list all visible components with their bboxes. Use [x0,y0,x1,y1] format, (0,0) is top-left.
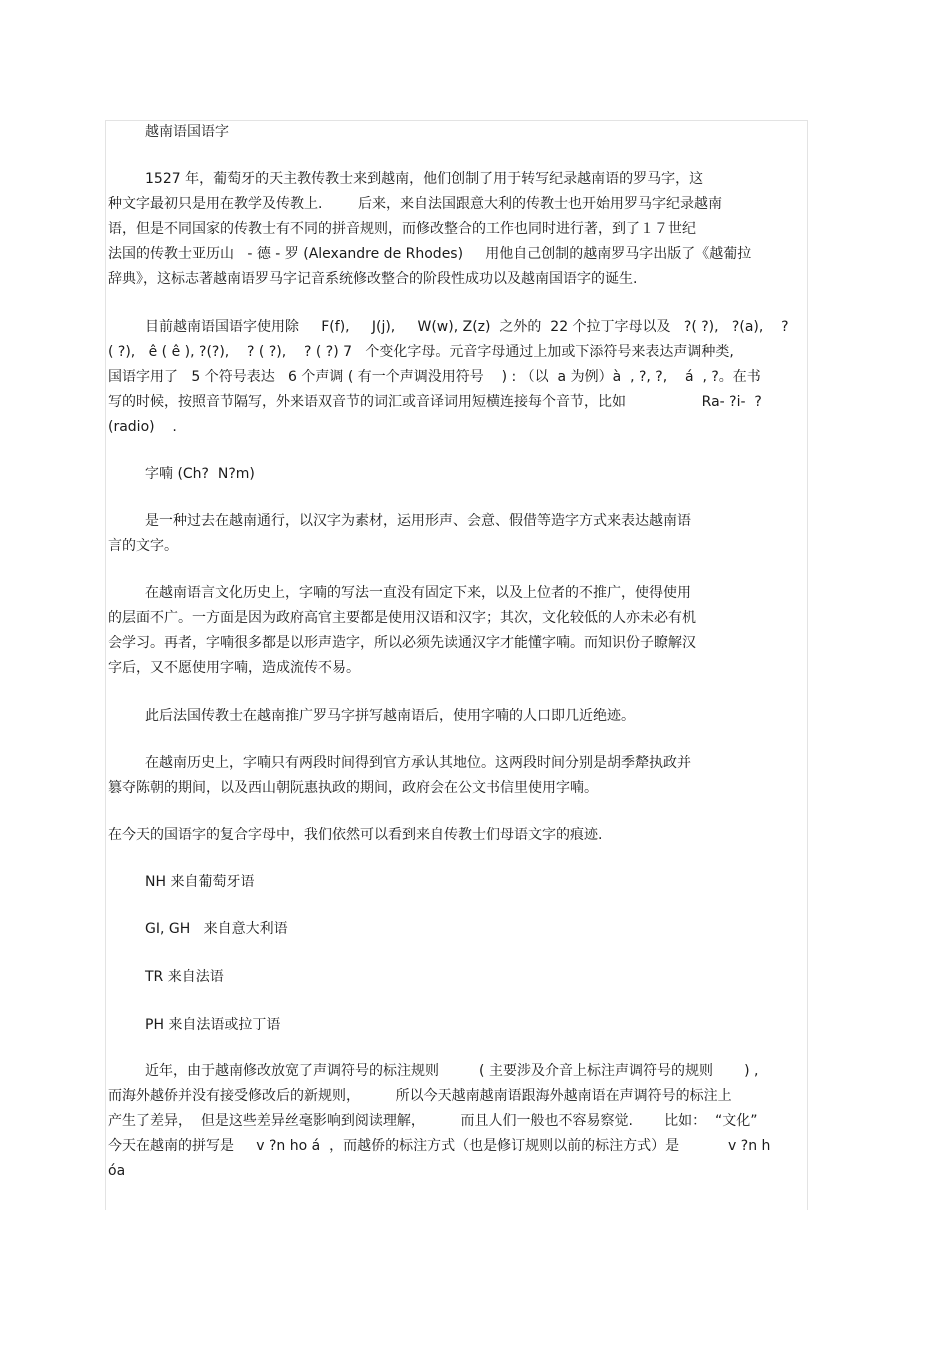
paragraph-line: 篡夺陈朝的期间，以及西山朝阮惠执政的期间，政府会在公文书信里使用字喃。 [108,780,598,796]
section-heading: 字喃 (Ch? N?m) [145,466,255,482]
paragraph-line: 国语字用了 5 个符号表达 6 个声调 ( 有一个声调没用符号 ) : （以 a 为例）à , ?, ?, á , ?。在书 [108,369,761,385]
paragraph-line: ( ?), ê ( ê ), ?(?), ? ( ?), ? ( ?) 7 个变化字母。元音字母通过上加或下添符号来表达声调种类, [108,344,734,360]
paragraph-line: 种文字最初只是用在教学及传教上. 后来，来自法国跟意大利的传教士也开始用罗马字纪录越南 [108,196,723,212]
list-item: TR 来自法语 [145,969,224,985]
paragraph-line: 字后，又不愿使用字喃，造成流传不易。 [108,660,360,676]
paragraph-line: 在越南历史上，字喃只有两段时间得到官方承认其地位。这两段时间分别是胡季犛执政并 [145,755,691,771]
paragraph-line: 此后法国传教士在越南推广罗马字拼写越南语后，使用字喃的人口即几近绝迹。 [145,708,635,724]
list-item: GI, GH 来自意大利语 [145,921,288,937]
paragraph-line: 在越南语言文化历史上，字喃的写法一直没有固定下来，以及上位者的不推广，使得使用 [145,585,691,601]
paragraph-line: 近年，由于越南修改放宽了声调符号的标注规则 ( 主要涉及介音上标注声调符号的规则 ) , [145,1063,759,1079]
paragraph-line: 会学习。再者，字喃很多都是以形声造字，所以必须先读通汉字才能懂字喃。而知识份子瞭解汉 [108,635,696,651]
paragraph-line: 言的文字。 [108,538,178,554]
paragraph-line: 的层面不广。一方面是因为政府高官主要都是使用汉语和汉字；其次，文化较低的人亦未必有机 [108,610,696,626]
paragraph-line: 1527 年，葡萄牙的天主教传教士来到越南，他们创制了用于转写纪录越南语的罗马字，这 [145,171,704,187]
paragraph-line: 辞典》，这标志著越南语罗马字记音系统修改整合的阶段性成功以及越南国语字的诞生. [108,271,638,287]
paragraph-line: 法国的传教士亚历山 - 德 - 罗 (Alexandre de Rhodes) 用他自己创制的越南罗马字出版了《越葡拉 [108,246,752,262]
list-item: PH 来自法语或拉丁语 [145,1017,281,1033]
paragraph-line: 写的时候，按照音节隔写，外来语双音节的词汇或音译词用短横连接每个音节，比如 Ra- ?i- ? [108,394,762,410]
paragraph-line: 目前越南语国语字使用除 F(f), J(j), W(w), Z(z) 之外的 22 个拉丁字母以及 ?( ?), ?(a), ? [145,319,789,335]
paragraph-line: 是一种过去在越南通行，以汉字为素材，运用形声、会意、假借等造字方式来表达越南语 [145,513,691,529]
paragraph-line: 在今天的国语字的复合字母中，我们依然可以看到来自传教士们母语文字的痕迹. [108,827,603,843]
paragraph-line: 产生了差异， 但是这些差异丝毫影响到阅读理解， 而且人们一般也不容易察觉. 比如： “文化” [108,1113,758,1129]
list-item: NH 来自葡萄牙语 [145,874,255,890]
paragraph-line: 语，但是不同国家的传教士有不同的拼音规则，而修改整合的工作也同时进行著，到了１７世纪 [108,221,696,237]
document-title: 越南语国语字 [145,124,229,140]
paragraph-line: (radio) . [108,419,177,435]
paragraph-line: 而海外越侨并没有接受修改后的新规则， 所以今天越南越南语跟海外越南语在声调符号的标注上 [108,1088,732,1104]
paragraph-line: óa [108,1163,126,1179]
paragraph-line: 今天在越南的拼写是 v ?n ho á ，而越侨的标注方式（也是修订规则以前的标注方式）是 v ?n h [108,1138,771,1154]
